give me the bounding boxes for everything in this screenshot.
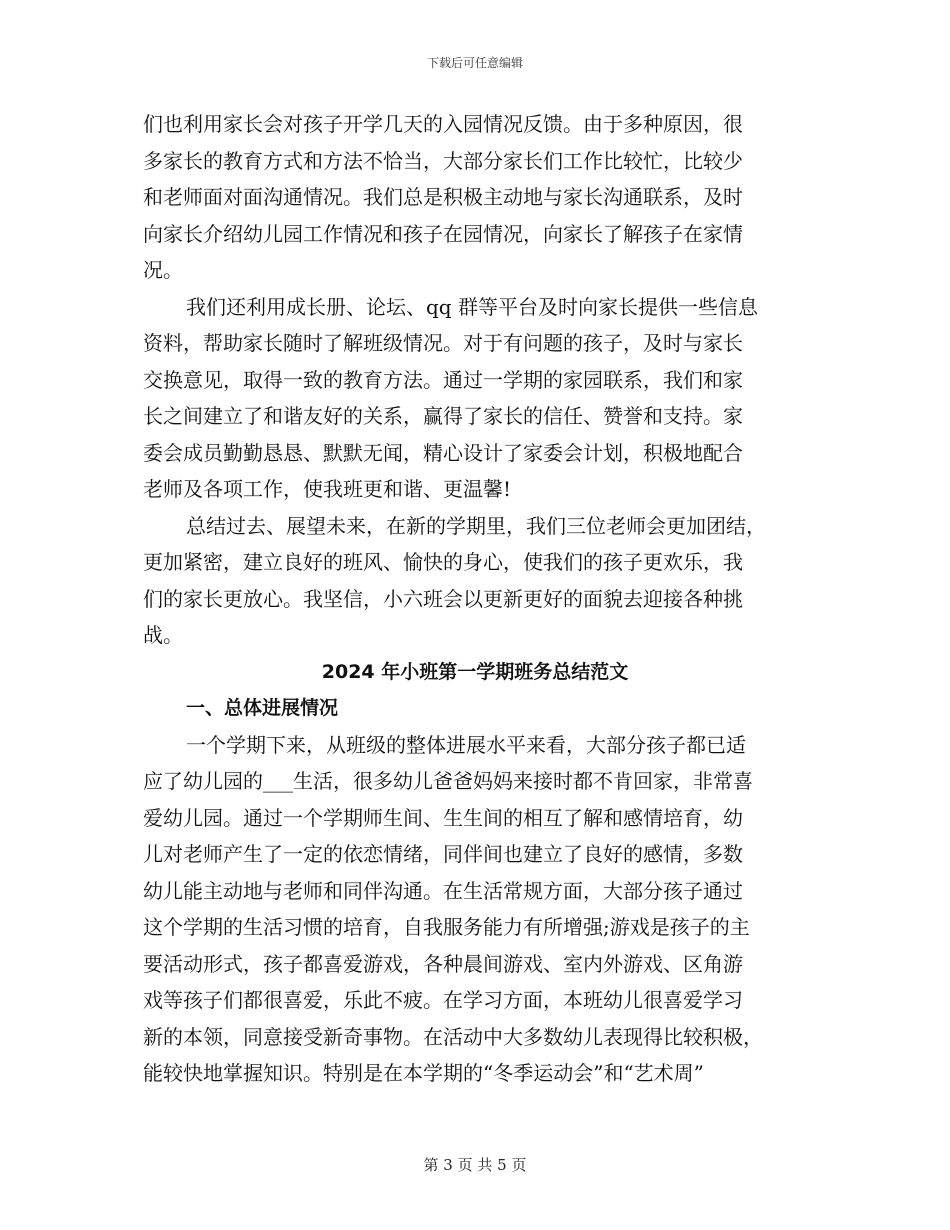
body-line: 一个学期下来，从班级的整体进展水平来看，大部分孩子都已适 — [186, 732, 746, 757]
body-line: 儿对老师产生了一定的依恋情绪，同伴间也建立了良好的感情，多数 — [143, 842, 743, 866]
body-line: 长之间建立了和谐友好的关系，赢得了家长的信任、赞誉和支持。家 — [143, 404, 743, 428]
body-line: 要活动形式，孩子都喜爱游戏，各种晨间游戏、室内外游戏、区角游 — [143, 951, 743, 976]
body-line: 能较快地掌握知识。特别是在本学期的“冬季运动会”和“艺术周” — [143, 1061, 704, 1085]
body-line: 多家长的教育方式和方法不恰当，大部分家长们工作比较忙，比较少 — [143, 148, 743, 173]
page-header: 下载后可任意编辑 — [426, 56, 523, 70]
body-line: 老师及各项工作，使我班更和谐、更温馨! — [143, 477, 512, 501]
body-line: 向家长介绍幼儿园工作情况和孩子在园情况，向家长了解孩子在家情 — [143, 221, 743, 246]
body-line: 爱幼儿园。通过一个学期师生间、生生间的相互了解和感情培育，幼 — [143, 805, 743, 830]
body-line: 资料，帮助家长随时了解班级情况。对于有问题的孩子，及时与家长 — [143, 331, 743, 355]
page-footer: 第 3 页 共 5 页 — [423, 1156, 527, 1174]
body-line: 这个学期的生活习惯的培育，自我服务能力有所增强;游戏是孩子的主 — [143, 915, 750, 939]
body-line: 况。 — [143, 258, 183, 282]
body-line: 新的本领，同意接受新奇事物。在活动中大多数幼儿表现得比较积极， — [143, 1024, 763, 1049]
body-line: 们的家长更放心。我坚信，小六班会以更新更好的面貌去迎接各种挑 — [143, 586, 743, 611]
body-line: 们也利用家长会对孩子开学几天的入园情况反馈。由于多种原因，很 — [143, 112, 743, 136]
body-line: 委会成员勤勤恳恳、默默无闻，精心设计了家委会计划，积极地配合 — [143, 440, 743, 465]
body-line: 更加紧密，建立良好的班风、愉快的身心，使我们的孩子更欢乐，我 — [143, 550, 743, 574]
body-line: 和老师面对面沟通情况。我们总是积极主动地与家长沟通联系，及时 — [143, 185, 743, 209]
body-line: 战。 — [143, 623, 183, 647]
document-body — [143, 106, 807, 1092]
body-line: 总结过去、展望未来，在新的学期里，我们三位老师会更加团结， — [186, 513, 766, 538]
body-line: 应了幼儿园的___生活，很多幼儿爸爸妈妈来接时都不肯回家，非常喜 — [143, 769, 753, 793]
body-line: 幼儿能主动地与老师和同伴沟通。在生活常规方面，大部分孩子通过 — [143, 878, 743, 903]
body-line: 交换意见，取得一致的教育方法。通过一学期的家园联系，我们和家 — [143, 367, 743, 392]
section-title: 2024 年小班第一学期班务总结范文 — [321, 660, 629, 683]
body-line: 我们还利用成长册、论坛、qq 群等平台及时向家长提供一些信息 — [186, 294, 758, 319]
section-subheading: 一、总体进展情况 — [186, 697, 339, 719]
body-line: 戏等孩子们都很喜爱，乐此不疲。在学习方面，本班幼儿很喜爱学习 — [143, 988, 743, 1012]
